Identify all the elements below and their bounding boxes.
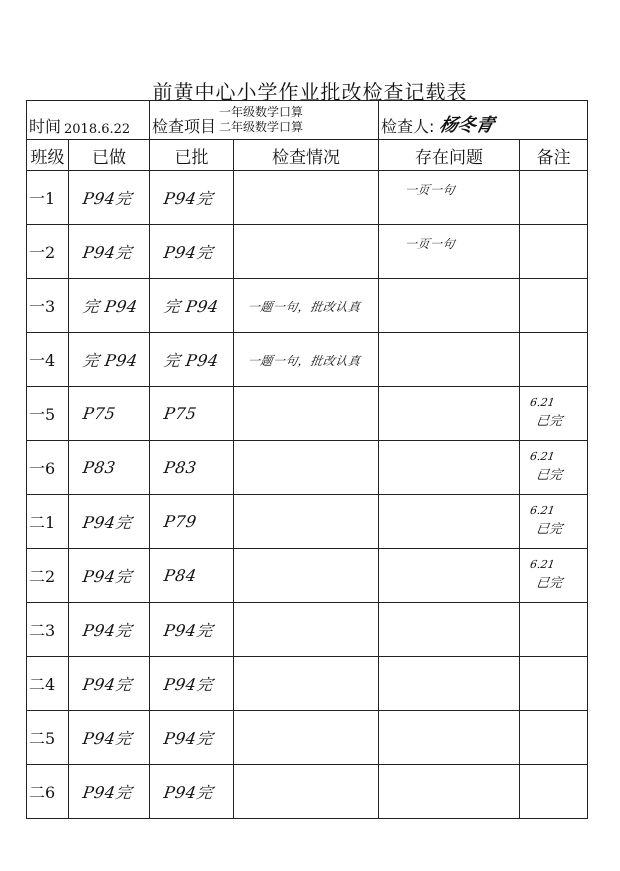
- cell-situation: [234, 549, 379, 603]
- cell-situation: [234, 603, 379, 657]
- situation-text: 一题一句，批改认真: [246, 354, 362, 368]
- inspector-signature: 杨冬青: [437, 115, 497, 136]
- graded-text: P84: [162, 566, 198, 585]
- cell-note: [520, 387, 588, 441]
- cell-class: [27, 603, 69, 657]
- cell-situation: [234, 279, 379, 333]
- header-class: 班级: [27, 140, 69, 171]
- meta-time-cell: [27, 101, 150, 140]
- cell-graded: [150, 441, 234, 495]
- table-row: [27, 495, 588, 549]
- cell-class: [27, 657, 69, 711]
- cell-class: [27, 279, 69, 333]
- cell-note: [520, 495, 588, 549]
- cell-situation: [234, 711, 379, 765]
- cell-class: [27, 387, 69, 441]
- cell-done: [69, 441, 150, 495]
- class-text: 二6: [29, 783, 56, 802]
- cell-class: [27, 549, 69, 603]
- class-text: 一2: [29, 243, 56, 262]
- table-row: [27, 711, 588, 765]
- cell-situation: [234, 387, 379, 441]
- done-text: P83: [81, 458, 117, 477]
- inspection-table: [26, 100, 588, 819]
- done-text: P75: [81, 404, 117, 423]
- cell-graded: [150, 225, 234, 279]
- cell-done: [69, 495, 150, 549]
- cell-class: [27, 171, 69, 225]
- graded-text: P75: [162, 404, 198, 423]
- problem-text: 一页一句: [403, 237, 456, 251]
- graded-text: 完 P94: [162, 297, 220, 316]
- class-text: 二5: [29, 729, 56, 748]
- cell-situation: [234, 495, 379, 549]
- class-text: 二3: [29, 621, 56, 640]
- class-text: 二2: [29, 567, 56, 586]
- cell-note: [520, 657, 588, 711]
- project-line-2: 二年级数学口算: [219, 120, 304, 134]
- cell-graded: [150, 765, 234, 819]
- cell-graded: [150, 279, 234, 333]
- cell-graded: [150, 171, 234, 225]
- cell-done: [69, 765, 150, 819]
- cell-situation: [234, 441, 379, 495]
- done-text: 完 P94: [81, 351, 139, 370]
- class-text: 二4: [29, 675, 56, 694]
- cell-problem: [379, 279, 520, 333]
- header-done: 已做: [69, 140, 150, 171]
- table-row: [27, 603, 588, 657]
- graded-text: P94完: [162, 675, 215, 694]
- class-text: 一5: [29, 405, 56, 424]
- cell-class: [27, 495, 69, 549]
- cell-problem: [379, 387, 520, 441]
- note-text: 已完: [535, 468, 564, 483]
- cell-problem: [379, 495, 520, 549]
- project-line-1: 一年级数学口算: [219, 105, 304, 119]
- inspector-label: 检查人:: [381, 117, 435, 136]
- done-text: P94完: [81, 621, 134, 640]
- table-row: [27, 387, 588, 441]
- cell-problem: [379, 603, 520, 657]
- done-text: 完 P94: [81, 297, 139, 316]
- cell-problem: [379, 441, 520, 495]
- graded-text: P94完: [162, 189, 215, 208]
- cell-done: [69, 603, 150, 657]
- cell-class: [27, 711, 69, 765]
- table-row: [27, 225, 588, 279]
- cell-note: [520, 333, 588, 387]
- cell-class: [27, 225, 69, 279]
- class-text: 一6: [29, 459, 56, 478]
- cell-class: [27, 441, 69, 495]
- note-text: 已完: [535, 414, 564, 429]
- graded-text: P83: [162, 458, 198, 477]
- cell-problem: [379, 765, 520, 819]
- cell-situation: [234, 225, 379, 279]
- table-row: [27, 333, 588, 387]
- graded-text: P94完: [162, 729, 215, 748]
- note-date: 6.21: [529, 558, 556, 571]
- cell-problem: [379, 711, 520, 765]
- header-note: 备注: [520, 140, 588, 171]
- done-text: P94完: [81, 675, 134, 694]
- table-row: [27, 279, 588, 333]
- table-row: [27, 549, 588, 603]
- cell-problem: [379, 657, 520, 711]
- date-value: 2018.6.22: [64, 122, 131, 137]
- header-situation: 检查情况: [234, 140, 379, 171]
- cell-done: [69, 333, 150, 387]
- done-text: P94完: [81, 783, 134, 802]
- meta-inspector-cell: [379, 101, 588, 140]
- cell-done: [69, 549, 150, 603]
- table-row: [27, 171, 588, 225]
- class-text: 一3: [29, 297, 56, 316]
- cell-done: [69, 657, 150, 711]
- cell-situation: [234, 765, 379, 819]
- cell-problem: [379, 549, 520, 603]
- table-row: [27, 765, 588, 819]
- cell-graded: [150, 549, 234, 603]
- time-label: 时间: [29, 117, 62, 136]
- done-text: P94完: [81, 189, 134, 208]
- cell-note: [520, 711, 588, 765]
- cell-note: [520, 225, 588, 279]
- cell-done: [69, 711, 150, 765]
- cell-note: [520, 549, 588, 603]
- header-graded: 已批: [150, 140, 234, 171]
- cell-problem: [379, 333, 520, 387]
- cell-situation: [234, 657, 379, 711]
- cell-note: [520, 279, 588, 333]
- cell-graded: [150, 711, 234, 765]
- note-text: 已完: [535, 576, 564, 591]
- cell-graded: [150, 333, 234, 387]
- graded-text: P79: [162, 512, 198, 531]
- cell-class: [27, 333, 69, 387]
- done-text: P94完: [81, 513, 134, 532]
- done-text: P94完: [81, 567, 134, 586]
- header-problem: 存在问题: [379, 140, 520, 171]
- cell-graded: [150, 387, 234, 441]
- cell-situation: [234, 333, 379, 387]
- cell-done: [69, 387, 150, 441]
- cell-graded: [150, 657, 234, 711]
- project-label: 检查项目: [152, 117, 217, 136]
- class-text: 二1: [29, 513, 56, 532]
- cell-done: [69, 225, 150, 279]
- cell-class: [27, 765, 69, 819]
- cell-note: [520, 441, 588, 495]
- page-title: 前黄中心小学作业批改检查记载表: [152, 80, 468, 104]
- table-row: [27, 441, 588, 495]
- class-text: 一4: [29, 351, 56, 370]
- cell-graded: [150, 603, 234, 657]
- meta-project-cell: [150, 101, 379, 140]
- cell-note: [520, 603, 588, 657]
- cell-situation: [234, 171, 379, 225]
- cell-problem: [379, 225, 520, 279]
- cell-done: [69, 171, 150, 225]
- cell-done: [69, 279, 150, 333]
- graded-text: P94完: [162, 243, 215, 262]
- problem-text: 一页一句: [403, 183, 456, 197]
- done-text: P94完: [81, 243, 134, 262]
- meta-row: [27, 101, 588, 140]
- graded-text: 完 P94: [162, 351, 220, 370]
- table-body: [27, 171, 588, 819]
- cell-note: [520, 171, 588, 225]
- situation-text: 一题一句，批改认真: [246, 300, 362, 314]
- note-date: 6.21: [529, 504, 556, 517]
- note-date: 6.21: [529, 396, 556, 409]
- table-row: [27, 657, 588, 711]
- class-text: 一1: [29, 189, 56, 208]
- cell-note: [520, 765, 588, 819]
- cell-problem: [379, 171, 520, 225]
- done-text: P94完: [81, 729, 134, 748]
- note-text: 已完: [535, 522, 564, 537]
- cell-graded: [150, 495, 234, 549]
- note-date: 6.21: [529, 450, 556, 463]
- graded-text: P94完: [162, 621, 215, 640]
- graded-text: P94完: [162, 783, 215, 802]
- header-row: [27, 140, 588, 171]
